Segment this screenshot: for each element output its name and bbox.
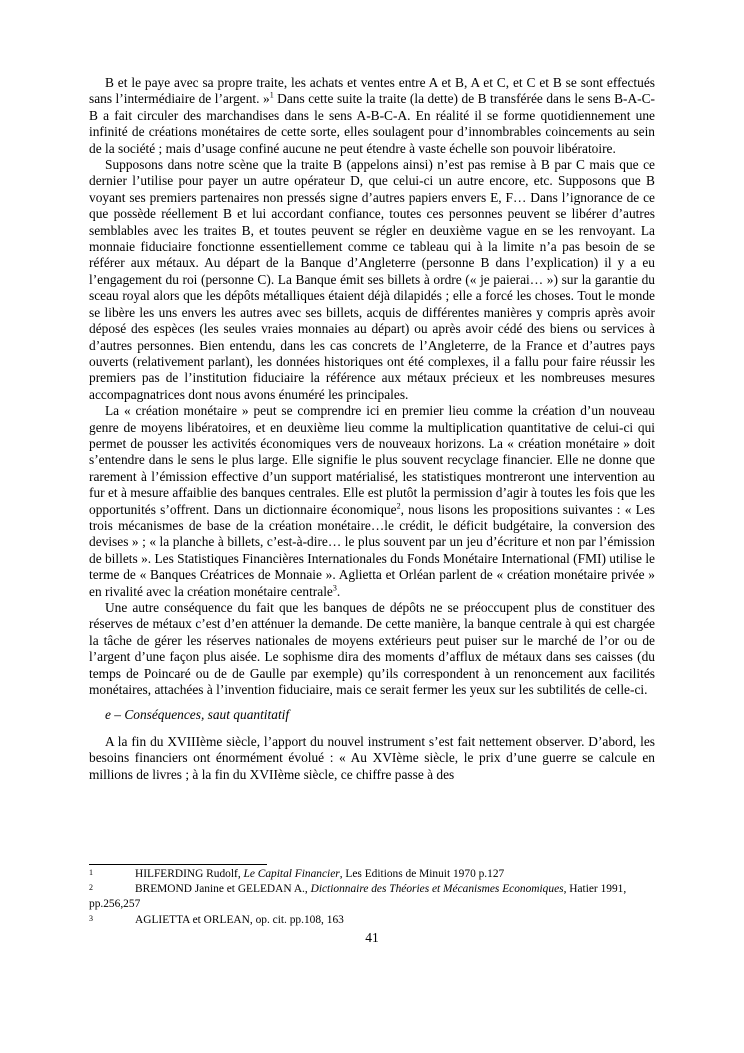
paragraph: Supposons dans notre scène que la traite B (appelons ainsi) n’est pas remise à B par C mais que ce dernier l’utilise pour payer un autre opérateur D, que celui-ci un autre encore, etc. Supposons que B voyant ses premiers partenaires non pressés signe d’autres papiers envers E, F… Dans l’ignorance de ce que possède réellement B et lui accordant confiance, toutes ces personnes peuvent se libérer d’autres semblables avec les traites B, et toutes peuvent se régler en deuxième vague en se les renvoyant. La monnaie fiduciaire fonctionne essentiellement comme ce tableau qui à la limite n’a pas besoin de se référer aux métaux. Au départ de la Banque d’Angleterre (personne B dans l’explication) il y a eu l’engagement du roi (personne C). La Banque émit ses billets à ordre (« je paierai… ») sur la garantie du sceau royal alors que les dépôts métalliques étaient déjà dilapidés ; elle a forcé les choses. Tout le monde se libère les uns envers les autres avec ses billets, acquis de différentes manières y compris après avoir déposé des espèces (les seules vraies monnaies au départ) ou après avoir cédé des biens ou services à d’autres personnes. Bien entendu, dans les cas concrets de l’Angleterre, de la France et d’autres pays ouverts (relativement parlant), les données historiques ont été complexes, il a fallu pour faire réussir les premiers pas de l’institution fiduciaire la référence aux métaux précieux et les nombreuses mesures accompagnatrices dont nous avons énuméré les principales.: [89, 157, 655, 402]
footnote: 2 BREMOND Janine et GELEDAN A., Dictionnaire des Théories et Mécanismes Economiques, Hatier 1991, pp.256,257: [89, 883, 627, 911]
page-number: 41: [365, 930, 379, 945]
paragraph: Une autre conséquence du fait que les banques de dépôts ne se préoccupent plus de constituer des réserves de métaux c’est d’en atténuer la demande. De cette manière, la banque centrale à qui est chargée la tâche de gérer les réserves nationales de moyens extérieurs peut puiser sur le marché de l’or ou de l’argent d’une façon plus aisée. Le sophisme dira des moments d’afflux de métaux dans ses caisses (du temps de Poincaré ou de de Gaulle par exemple) qu’ils correspondent à un renoncement aux facilités monétaires, attachées à l’invention fiduciaire, mais ce serait fermer les yeux sur les subtilités de celle-ci.: [89, 600, 655, 698]
footnotes: [89, 864, 655, 928]
paragraph: A la fin du XVIIIème siècle, l’apport du nouvel instrument s’est fait nettement observer. D’abord, les besoins financiers ont énormément évolué : « Au XVIème siècle, le prix d’une guerre se calcule en millions de livres ; à la fin du XVIIème siècle, ce chiffre passe à des: [89, 733, 655, 782]
section-heading: e – Conséquences, saut quantitatif: [105, 707, 290, 723]
footnote: 3 AGLIETTA et ORLEAN, op. cit. pp.108, 163: [89, 913, 344, 926]
footnote: 1 HILFERDING Rudolf, Le Capital Financier, Les Editions de Minuit 1970 p.127: [89, 868, 505, 880]
paragraph: B et le paye avec sa propre traite, les achats et ventes entre A et B, A et C, et C et B se sont effectués sans l’intermédiaire de l’argent. »$^1$ Dans cette suite la traite (la dette) de B transférée dans le sens B-A-C-B a fait circuler des marchandises dans le sens A-B-C-A. En réalité il se forme quotidiennement une infinité de créations monétaires de cette sorte, elles soulagent pour d’innombrables coincements au sein de la société ; mais d’usage confiné aucune ne peut étendre à vaste échelle son pouvoir libératoire.: [89, 75, 655, 156]
footnote-ref: 3: [332, 583, 337, 593]
footnote-ref: 2: [396, 501, 401, 511]
footnote-ref: 1: [269, 90, 274, 100]
paragraph: La « création monétaire » peut se comprendre ici en premier lieu comme la création d’un nouveau genre de moyens libératoires, et en deuxième lieu comme la multiplication quantitative de celui-ci qui permet de pousser les activités économiques vers de nouveaux horizons. La « création monétaire » doit s’entendre dans le sens le plus large. Elle signifie le plus souvent recyclage financier. Elle ne donne que rarement à l’émission effective d’un support matérialisé, les statistiques montreront une intervention au fur et à mesure affaiblie des banques centrales. Elle est plutôt la permission d’agir à toutes les fois que les opportunités s’offrent. Dans un dictionnaire économique$^2$, nous lisons les propositions suivantes : « Les trois mécanismes de base de la création monétaire…le crédit, le déficit budgétaire, la conversion des devises » ; « la planche à billets, c’est-à-dire… le plus souvent par un jeu d’écriture et non par l’émission de billets ». Les Statistiques Financières Internationales du Fonds Monétaire International (FMI) utilise le terme de « Banques Créatrices de Monnaie ». Aglietta et Orléan parlent de « création monétaire privée » en rivalité avec la création monétaire centrale$^3$.: [89, 403, 656, 599]
main-text: [89, 75, 655, 783]
footnote-divider: [89, 864, 267, 865]
